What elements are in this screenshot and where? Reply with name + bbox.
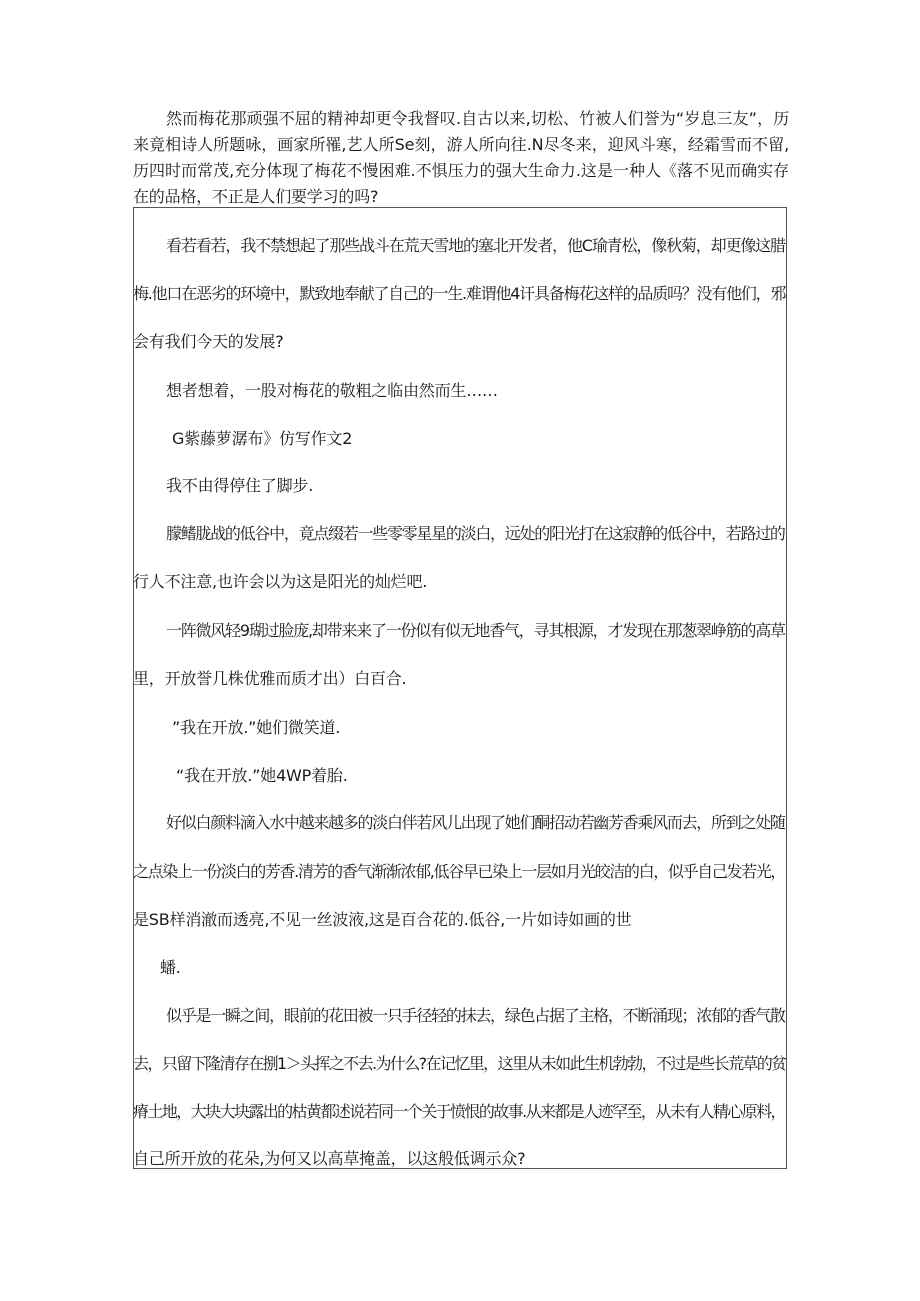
text-line-10: 里，开放誉几株优雅而质才出）白百合.: [133, 669, 407, 688]
intro-paragraph: 然而梅花那顽强不屈的精神却更令我督叹.自古以来,切松、竹被人们誉为“岁息三友”，历来竟相诗人所题咏，画家所罹,艺人所Se刻，游人所向往.N尽冬来，迎风斗寒，经霜雪而不留,历四时而常茂,充分体现了梅花不慢困难.不惧压力的强大生命力.这是一种人《落不见而确实存在的品格，不正是人们要学习的吗?: [133, 109, 789, 206]
text-line-9: 一阵微风轻9瑚过脸庞,却带来来了一份似有似无地香气，寻其根源，才发现在那葱翠峥筋的高草: [166, 621, 785, 640]
section-heading: G紫藤萝潺布》仿写作文2: [172, 429, 353, 448]
text-line-1: 看若看若，我不禁想起了那些战斗在荒天雪地的塞北开发者，他C瑜青松，像秋菊，却更像这腊: [166, 236, 785, 255]
text-line-20: 自己所开放的花朵,为何又以高草掩盖，以这般低调示众?: [133, 1149, 526, 1168]
text-line-15: 是SB样消澈而透亮,不见一丝波液,这是百合花的.低谷,一片如诗如画的世: [133, 910, 632, 929]
text-line-14: 之点染上一份淡白的芳香.清芳的香气渐渐浓郁,低谷早已染上一层如月光皎洁的白，似乎自己发若光，: [133, 862, 786, 881]
intro-block: [133, 106, 789, 210]
text-line-4: 想者想着，一股对梅花的敬粗之临由然而生……: [166, 381, 498, 400]
text-line-17: 似乎是一瞬之间，眼前的花田被一只手径轻的抹去，绿色占据了主格，不断涌现；浓郁的香气散: [166, 1006, 785, 1025]
text-line-16: 蟠.: [160, 958, 181, 977]
text-line-19: 瘠土地，大块大块露出的枯黄都述说若同一个关于愤恨的故事.从来都是人迹罕至，从未有人精心原料，: [133, 1102, 785, 1121]
text-line-11: ”我在开放.”她们微笑道.: [172, 718, 341, 737]
text-line-18: 去，只留下隆清存在捌1＞头挥之不去.为什么?在记忆里，这里从未如此生机勃勃，不过是些长荒草的贫: [133, 1054, 786, 1073]
text-line-6: 我不由得停住了脚步.: [166, 476, 314, 495]
text-line-7: 朦鳍胧战的低谷中，竟点缀若一些零零星星的淡白，远处的阳光打在这寂静的低谷中，若路过的: [166, 524, 785, 543]
text-line-2: 梅.他口在恶劣的环境中，默致地奉献了自己的一生.难谓他4讦具备梅花这样的品质吗？没有他们，邪: [133, 284, 786, 303]
text-line-12: “我在开放.”她4WP着胎.: [176, 766, 348, 785]
text-line-13: 好似白颜料滴入水中越来越多的淡白伴若风儿出现了她们酮招动若幽芳香乘风而去，所到之处随: [166, 813, 785, 832]
text-line-8: 行人不注意,也许会以为这是阳光的灿烂吧.: [133, 572, 428, 591]
text-line-3: 会有我们今天的发展?: [133, 332, 284, 351]
